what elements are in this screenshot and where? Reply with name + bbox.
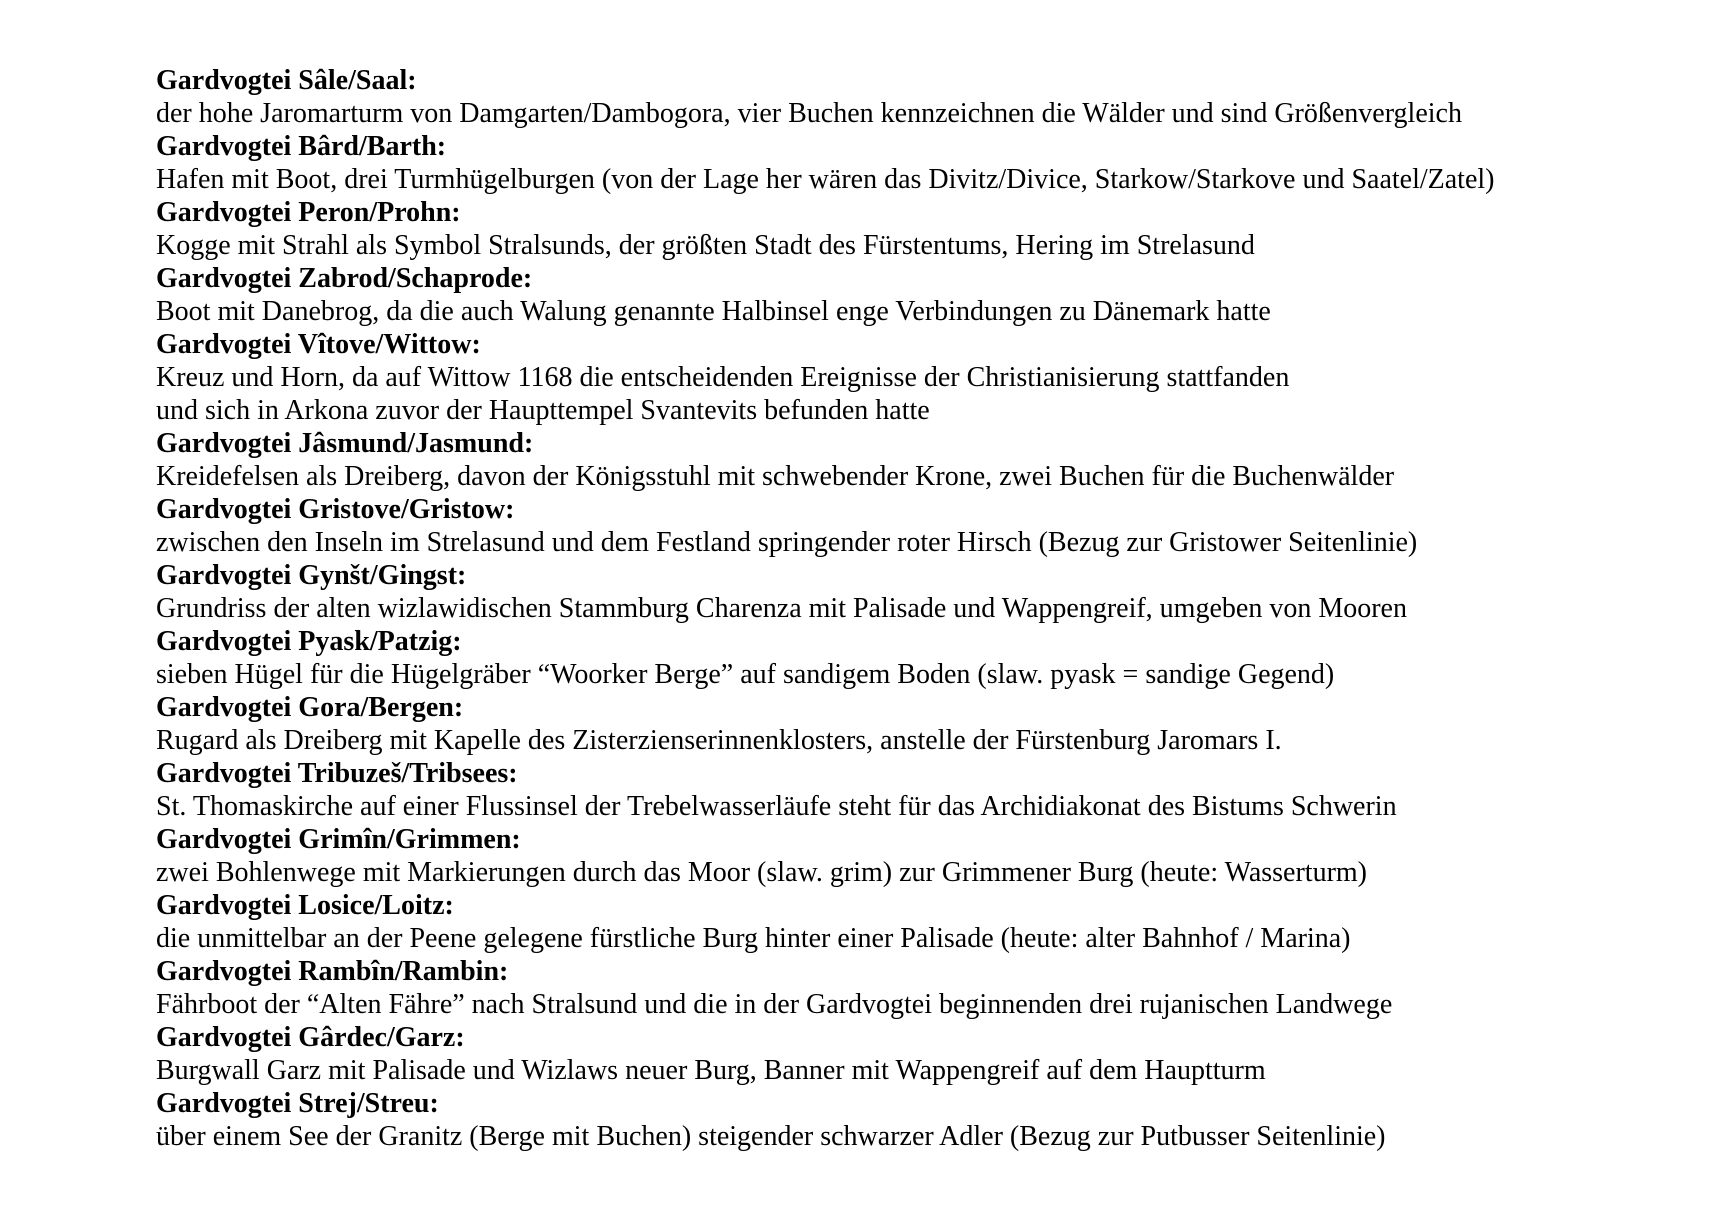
entry-heading: Gardvogtei Peron/Prohn:: [156, 197, 461, 228]
entry-description-line: Boot mit Danebrog, da die auch Walung genannte Halbinsel enge Verbindungen zu Dänemark hatte: [156, 296, 1271, 327]
entry-description-line: Burgwall Garz mit Palisade und Wizlaws neuer Burg, Banner mit Wappengreif auf dem Hauptturm: [156, 1055, 1266, 1086]
entry-heading: Gardvogtei Pyask/Patzig:: [156, 626, 462, 657]
entry-heading: Gardvogtei Tribuzeš/Tribsees:: [156, 758, 518, 789]
entry-description-line: die unmittelbar an der Peene gelegene fürstliche Burg hinter einer Palisade (heute: alter Bahnhof / Marina): [156, 923, 1351, 954]
entry-heading: Gardvogtei Zabrod/Schaprode:: [156, 263, 533, 294]
entry-heading: Gardvogtei Vîtove/Wittow:: [156, 329, 481, 360]
entry-heading: Gardvogtei Gristove/Gristow:: [156, 494, 515, 525]
entry-heading: Gardvogtei Sâle/Saal:: [156, 65, 417, 96]
entry-heading: Gardvogtei Bârd/Barth:: [156, 131, 447, 162]
entry-heading: Gardvogtei Jâsmund/Jasmund:: [156, 428, 534, 459]
document-content: [156, 64, 1656, 1153]
entry-description-line: sieben Hügel für die Hügelgräber “Woorker Berge” auf sandigem Boden (slaw. pyask = sandige Gegend): [156, 659, 1335, 690]
entry-description-line: Kreidefelsen als Dreiberg, davon der Königsstuhl mit schwebender Krone, zwei Buchen für die Buchenwälder: [156, 461, 1395, 492]
entry-heading: Gardvogtei Gynšt/Gingst:: [156, 560, 467, 591]
entry-description-line: Hafen mit Boot, drei Turmhügelburgen (von der Lage her wären das Divitz/Divice, Starkow/Starkove und Saatel/Zatel): [156, 164, 1495, 195]
entry-description-line: Rugard als Dreiberg mit Kapelle des Zisterzienserinnenklosters, anstelle der Fürstenburg Jaromars I.: [156, 725, 1282, 756]
entry-description-line: Grundriss der alten wizlawidischen Stammburg Charenza mit Palisade und Wappengreif, umgeben von Mooren: [156, 593, 1407, 624]
entry-heading: Gardvogtei Gârdec/Garz:: [156, 1022, 465, 1053]
entry-description-line: zwischen den Inseln im Strelasund und dem Festland springender roter Hirsch (Bezug zur Gristower Seitenlinie): [156, 527, 1418, 558]
entry-heading: Gardvogtei Gora/Bergen:: [156, 692, 464, 723]
entry-heading: Gardvogtei Losice/Loitz:: [156, 890, 454, 921]
entry-heading: Gardvogtei Grimîn/Grimmen:: [156, 824, 521, 855]
entry-description-line: Kogge mit Strahl als Symbol Stralsunds, der größten Stadt des Fürstentums, Hering im Strelasund: [156, 230, 1255, 261]
entry-description-line: Kreuz und Horn, da auf Wittow 1168 die entscheidenden Ereignisse der Christianisierung stattfanden: [156, 362, 1290, 393]
entry-heading: Gardvogtei Strej/Streu:: [156, 1088, 439, 1119]
entry-description-line: Fährboot der “Alten Fähre” nach Stralsund und die in der Gardvogtei beginnenden drei rujanischen Landwege: [156, 989, 1393, 1020]
entry-description-line: der hohe Jaromarturm von Damgarten/Dambogora, vier Buchen kennzeichnen die Wälder und sind Größenvergleich: [156, 98, 1462, 129]
entry-description-line: und sich in Arkona zuvor der Haupttempel Svantevits befunden hatte: [156, 395, 930, 426]
entry-description-line: zwei Bohlenwege mit Markierungen durch das Moor (slaw. grim) zur Grimmener Burg (heute: Wasserturm): [156, 857, 1367, 888]
entry-description-line: über einem See der Granitz (Berge mit Buchen) steigender schwarzer Adler (Bezug zur Putbusser Seitenlinie): [156, 1121, 1386, 1152]
entry-heading: Gardvogtei Rambîn/Rambin:: [156, 956, 509, 987]
entry-description-line: St. Thomaskirche auf einer Flussinsel der Trebelwasserläufe steht für das Archidiakonat des Bistums Schwerin: [156, 791, 1397, 822]
